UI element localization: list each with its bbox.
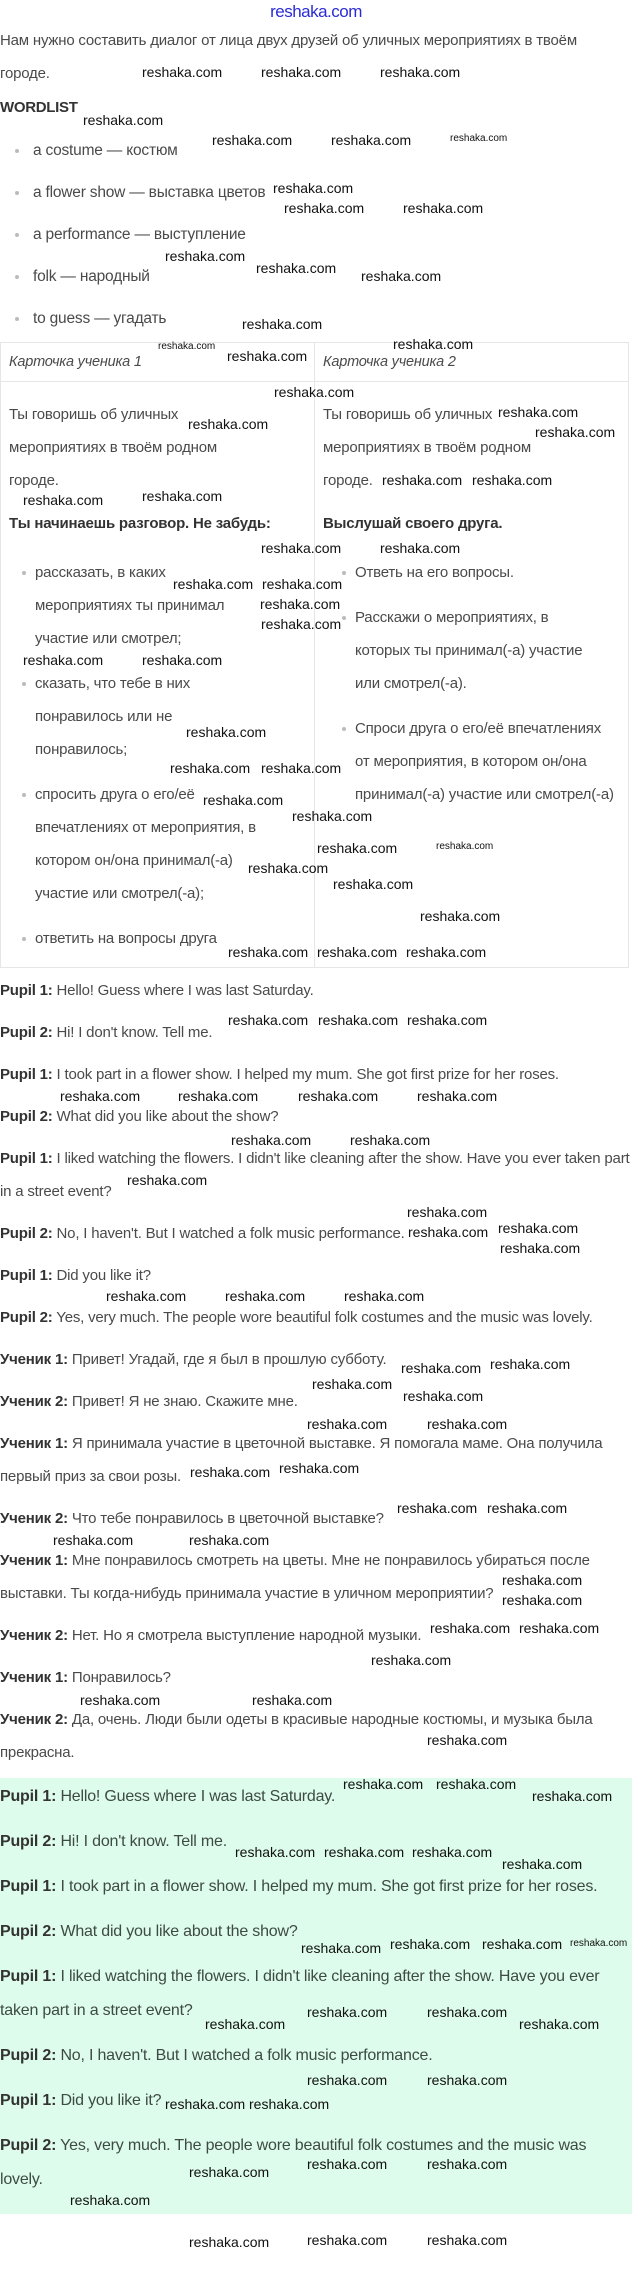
speaker-label: Pupil 2 bbox=[0, 2047, 52, 2064]
watermark: reshaka.com bbox=[403, 1388, 484, 1404]
speaker-colon: : bbox=[51, 2047, 57, 2064]
speaker-colon: : bbox=[51, 1878, 57, 1895]
watermark: reshaka.com bbox=[331, 132, 412, 148]
watermark: reshaka.com bbox=[60, 1088, 141, 1104]
watermark: reshaka.com bbox=[482, 1936, 563, 1952]
watermark: reshaka.com bbox=[502, 1592, 583, 1608]
dialog-text: What did you like about the show? bbox=[60, 1923, 298, 1940]
watermark: reshaka.com bbox=[343, 1776, 424, 1792]
watermark: reshaka.com bbox=[205, 2016, 286, 2032]
dialog-text: Привет! Угадай, где я был в прошлую субботу. bbox=[71, 1351, 387, 1368]
dialog-english-highlighted bbox=[0, 1780, 632, 2197]
watermark: reshaka.com bbox=[307, 2004, 388, 2020]
dialog-text: Hi! I don't know. Tell me. bbox=[56, 1024, 213, 1041]
watermark: reshaka.com bbox=[519, 1620, 600, 1636]
speaker-colon: : bbox=[63, 1393, 68, 1410]
card-text: Ты говоришь об уличных мероприятиях в твоём родном городе. bbox=[323, 406, 531, 489]
speaker-colon: : bbox=[47, 1225, 53, 1242]
dialog-text: No, I haven't. But I watched a folk music performance. bbox=[56, 1225, 405, 1242]
speaker-label: Pupil 1 bbox=[0, 1878, 52, 1895]
watermark: reshaka.com bbox=[142, 488, 223, 504]
dialog-text: Привет! Я не знаю. Скажите мне. bbox=[71, 1393, 298, 1410]
watermark: reshaka.com bbox=[502, 1572, 583, 1588]
dialog-text: Did you like it? bbox=[60, 2092, 162, 2109]
speaker-label: Pupil 1 bbox=[0, 2092, 52, 2109]
watermark: reshaka.com bbox=[170, 760, 251, 776]
watermark: reshaka.com bbox=[371, 1652, 452, 1668]
speaker-colon: : bbox=[63, 1627, 68, 1644]
speaker-colon: : bbox=[63, 1435, 68, 1452]
watermark: reshaka.com bbox=[252, 1692, 333, 1708]
speaker-label: Ученик 1 bbox=[0, 1351, 64, 1368]
dialog-text: Yes, very much. The people wore beautiful folk costumes and the music was lovely. bbox=[56, 1309, 593, 1326]
watermark: reshaka.com bbox=[249, 2096, 330, 2112]
watermark: reshaka.com bbox=[261, 540, 342, 556]
card-text: Ты говоришь об уличных мероприятиях в твоём родном городе. bbox=[9, 406, 217, 489]
watermark: reshaka.com bbox=[397, 1500, 478, 1516]
watermark: reshaka.com bbox=[427, 1732, 508, 1748]
speaker-label: Pupil 2 bbox=[0, 1225, 48, 1242]
watermark: reshaka.com bbox=[273, 180, 354, 196]
dialog-text: I took part in a flower show. I helped my mum. She got first prize for her roses. bbox=[56, 1066, 559, 1083]
watermark: reshaka.com bbox=[127, 1172, 208, 1188]
watermark: reshaka.com bbox=[298, 1088, 379, 1104]
speaker-label: Pupil 2 bbox=[0, 1833, 52, 1850]
watermark: reshaka.com bbox=[178, 1088, 259, 1104]
card-list-item: рассказать, в каких мероприятиях ты принимал участие или смотрел; bbox=[9, 556, 259, 655]
watermark: reshaka.com bbox=[228, 1012, 309, 1028]
watermark: reshaka.com bbox=[420, 908, 501, 924]
card-list-item: Спроси друга о его/её впечатлениях от мероприятия, в котором он/она принимал(-а) участие или смотрел(-а) bbox=[329, 712, 619, 811]
watermark: reshaka.com bbox=[427, 1416, 508, 1432]
watermark: reshaka.com bbox=[261, 616, 342, 632]
watermark: reshaka.com bbox=[274, 384, 355, 400]
speaker-colon: : bbox=[47, 1267, 53, 1284]
dialog-line bbox=[0, 1870, 632, 1904]
watermark: reshaka.com bbox=[235, 1844, 316, 1860]
watermark: reshaka.com bbox=[519, 2016, 600, 2032]
speaker-label: Pupil 1 bbox=[0, 1267, 48, 1284]
dialog-text: Да, очень. Люди были одеты в красивые народные костюмы, и музыка была прекрасна. bbox=[0, 1711, 593, 1761]
watermark: reshaka.com bbox=[450, 133, 508, 144]
watermark: reshaka.com bbox=[242, 316, 323, 332]
speaker-label: Ученик 1 bbox=[0, 1669, 64, 1686]
dialog-text: Hello! Guess where I was last Saturday. bbox=[60, 1788, 336, 1805]
watermark: reshaka.com bbox=[284, 200, 365, 216]
watermark: reshaka.com bbox=[393, 336, 474, 352]
watermark: reshaka.com bbox=[498, 1220, 579, 1236]
watermark: reshaka.com bbox=[403, 200, 484, 216]
watermark: reshaka.com bbox=[190, 1464, 271, 1480]
watermark: reshaka.com bbox=[262, 576, 343, 592]
watermark: reshaka.com bbox=[83, 112, 164, 128]
speaker-label: Ученик 2 bbox=[0, 1510, 64, 1527]
speaker-colon: : bbox=[63, 1351, 68, 1368]
watermark: reshaka.com bbox=[307, 2232, 388, 2248]
watermark: reshaka.com bbox=[361, 268, 442, 284]
dialog-line bbox=[0, 1661, 632, 1694]
watermark: reshaka.com bbox=[261, 64, 342, 80]
speaker-label: Pupil 1 bbox=[0, 1968, 52, 1985]
watermark: reshaka.com bbox=[408, 1224, 489, 1240]
watermark: reshaka.com bbox=[186, 724, 267, 740]
card-list-item: сказать, что тебе в них понравилось или не понравилось; bbox=[9, 667, 235, 766]
card-list-item: ответить на вопросы друга bbox=[9, 922, 259, 955]
card-list bbox=[323, 556, 619, 811]
speaker-label: Ученик 2 bbox=[0, 1627, 64, 1644]
watermark: reshaka.com bbox=[436, 1776, 517, 1792]
watermark: reshaka.com bbox=[189, 2234, 270, 2250]
watermark: reshaka.com bbox=[502, 1856, 583, 1872]
speaker-label: Pupil 1 bbox=[0, 1150, 48, 1167]
dialog-text: Понравилось? bbox=[71, 1669, 171, 1686]
watermark: reshaka.com bbox=[188, 416, 269, 432]
watermark: reshaka.com bbox=[570, 1938, 628, 1949]
speaker-colon: : bbox=[51, 1833, 57, 1850]
dialog-line bbox=[0, 1703, 632, 1769]
dialog-text: I liked watching the flowers. I didn't like cleaning after the show. Have you ever taken part in a street event? bbox=[0, 1150, 630, 1200]
watermark: reshaka.com bbox=[203, 792, 284, 808]
dialog-text: Hi! I don't know. Tell me. bbox=[60, 1833, 227, 1850]
dialog-text: No, I haven't. But I watched a folk music performance. bbox=[60, 2047, 433, 2064]
watermark: reshaka.com bbox=[231, 1132, 312, 1148]
watermark: reshaka.com bbox=[318, 1012, 399, 1028]
watermark: reshaka.com bbox=[261, 760, 342, 776]
speaker-colon: : bbox=[47, 982, 53, 999]
highlighted-answer-block bbox=[0, 1778, 632, 2214]
wordlist-item: to guess — угадать bbox=[0, 298, 632, 340]
site-logo[interactable]: reshaka.com bbox=[270, 2, 362, 21]
card-list-item: Ответь на его вопросы. bbox=[329, 556, 619, 589]
speaker-colon: : bbox=[63, 1711, 68, 1728]
watermark: reshaka.com bbox=[487, 1500, 568, 1516]
speaker-colon: : bbox=[63, 1669, 68, 1686]
dialog-line bbox=[0, 1301, 632, 1334]
watermark: reshaka.com bbox=[427, 2004, 508, 2020]
watermark: reshaka.com bbox=[228, 944, 309, 960]
watermark: reshaka.com bbox=[158, 341, 216, 352]
dialog-line bbox=[0, 1259, 632, 1292]
watermark: reshaka.com bbox=[380, 64, 461, 80]
watermark: reshaka.com bbox=[165, 2096, 246, 2112]
watermark: reshaka.com bbox=[333, 876, 414, 892]
watermark: reshaka.com bbox=[142, 652, 223, 668]
watermark: reshaka.com bbox=[380, 540, 461, 556]
watermark: reshaka.com bbox=[292, 808, 373, 824]
card-instruction: Ты начинаешь разговор. Не забудь: bbox=[9, 515, 271, 532]
watermark: reshaka.com bbox=[256, 260, 337, 276]
dialog-text: I took part in a flower show. I helped my mum. She got first prize for her roses. bbox=[60, 1878, 598, 1895]
speaker-label: Pupil 1 bbox=[0, 1066, 48, 1083]
watermark: reshaka.com bbox=[106, 1288, 187, 1304]
speaker-label: Pupil 2 bbox=[0, 1309, 48, 1326]
watermark: reshaka.com bbox=[279, 1460, 360, 1476]
watermark: reshaka.com bbox=[472, 472, 553, 488]
dialog-text: What did you like about the show? bbox=[56, 1108, 279, 1125]
speaker-colon: : bbox=[51, 1788, 57, 1805]
watermark: reshaka.com bbox=[173, 576, 254, 592]
speaker-label: Pupil 2 bbox=[0, 1024, 48, 1041]
watermark: reshaka.com bbox=[427, 2156, 508, 2172]
card-instruction: Выслушай своего друга. bbox=[323, 515, 503, 532]
wordlist-item: a performance — выступление bbox=[0, 214, 632, 256]
watermark: reshaka.com bbox=[301, 1940, 382, 1956]
speaker-label: Ученик 2 bbox=[0, 1393, 64, 1410]
watermark: reshaka.com bbox=[535, 424, 616, 440]
watermark: reshaka.com bbox=[212, 132, 293, 148]
watermark: reshaka.com bbox=[500, 1240, 581, 1256]
watermark: reshaka.com bbox=[260, 596, 341, 612]
watermark: reshaka.com bbox=[430, 1620, 511, 1636]
dialog-text: I liked watching the flowers. I didn't like cleaning after the show. Have you ever taken part in a street event? bbox=[0, 1968, 600, 2019]
watermark: reshaka.com bbox=[227, 348, 308, 364]
dialog-text: Yes, very much. The people wore beautiful folk costumes and the music was lovely. bbox=[0, 2137, 587, 2188]
dialog-text: Я принимала участие в цветочной выставке. Я помогала маме. Она получила первый приз за свои розы. bbox=[0, 1435, 603, 1485]
dialog-english bbox=[0, 968, 632, 1334]
watermark: reshaka.com bbox=[324, 1844, 405, 1860]
watermark: reshaka.com bbox=[312, 1376, 393, 1392]
speaker-label: Pupil 1 bbox=[0, 1788, 52, 1805]
speaker-colon: : bbox=[51, 2092, 57, 2109]
wordlist-title: WORDLIST bbox=[0, 99, 78, 116]
watermark: reshaka.com bbox=[307, 2156, 388, 2172]
speaker-colon: : bbox=[47, 1066, 53, 1083]
dialog-line bbox=[0, 1058, 632, 1091]
task-description: Нам нужно составить диалог от лица двух друзей об уличных мероприятиях в твоём городе. bbox=[0, 32, 577, 82]
speaker-colon: : bbox=[63, 1552, 68, 1569]
watermark: reshaka.com bbox=[344, 1288, 425, 1304]
watermark: reshaka.com bbox=[165, 248, 246, 264]
watermark: reshaka.com bbox=[248, 860, 329, 876]
card-list-item: Расскажи о мероприятиях, в которых ты принимал(-а) участие или смотрел(-а). bbox=[329, 601, 585, 700]
watermark: reshaka.com bbox=[490, 1356, 571, 1372]
card-list-item: спросить друга о его/её впечатлениях от мероприятия, в котором он/она принимал(-а) участие или смотрел(-а); bbox=[9, 778, 259, 910]
watermark: reshaka.com bbox=[382, 472, 463, 488]
watermark: reshaka.com bbox=[23, 652, 104, 668]
wordlist-item: a flower show — выставка цветов bbox=[0, 172, 632, 214]
watermark: reshaka.com bbox=[350, 1132, 431, 1148]
speaker-label: Ученик 1 bbox=[0, 1552, 64, 1569]
watermark: reshaka.com bbox=[436, 841, 494, 852]
speaker-colon: : bbox=[47, 1024, 53, 1041]
watermark: reshaka.com bbox=[142, 64, 223, 80]
watermark: reshaka.com bbox=[406, 944, 487, 960]
speaker-colon: : bbox=[63, 1510, 68, 1527]
speaker-label: Pupil 2 bbox=[0, 2137, 52, 2154]
watermark: reshaka.com bbox=[317, 840, 398, 856]
dialog-line bbox=[0, 974, 632, 1007]
wordlist bbox=[0, 130, 632, 340]
watermark: reshaka.com bbox=[417, 1088, 498, 1104]
watermark: reshaka.com bbox=[498, 404, 579, 420]
card-title: Карточка ученика 1 bbox=[9, 354, 142, 370]
watermark: reshaka.com bbox=[317, 944, 398, 960]
speaker-colon: : bbox=[51, 1968, 57, 1985]
dialog-line bbox=[0, 1825, 632, 1859]
card-1 bbox=[1, 382, 315, 968]
watermark: reshaka.com bbox=[401, 1360, 482, 1376]
watermark: reshaka.com bbox=[407, 1012, 488, 1028]
dialog-text: Мне понравилось смотреть на цветы. Мне не понравилось убираться после выставки. Ты когда-нибудь принимала участие в уличном мероприятии? bbox=[0, 1552, 590, 1602]
dialog-text: Did you like it? bbox=[56, 1267, 151, 1284]
speaker-colon: : bbox=[51, 1923, 57, 1940]
dialog-line bbox=[0, 1142, 632, 1208]
watermark: reshaka.com bbox=[307, 1416, 388, 1432]
watermark: reshaka.com bbox=[53, 1532, 134, 1548]
card-list bbox=[9, 556, 259, 955]
watermark: reshaka.com bbox=[390, 1936, 471, 1952]
watermark: reshaka.com bbox=[427, 2232, 508, 2248]
speaker-label: Pupil 1 bbox=[0, 982, 48, 999]
speaker-label: Ученик 2 bbox=[0, 1711, 64, 1728]
card-title: Карточка ученика 2 bbox=[323, 354, 456, 370]
watermark: reshaka.com bbox=[407, 1204, 488, 1220]
speaker-label: Pupil 2 bbox=[0, 1923, 52, 1940]
dialog-line bbox=[0, 2039, 632, 2073]
speaker-colon: : bbox=[47, 1108, 53, 1125]
watermark: reshaka.com bbox=[307, 2072, 388, 2088]
speaker-colon: : bbox=[47, 1309, 53, 1326]
watermark: reshaka.com bbox=[412, 1844, 493, 1860]
watermark: reshaka.com bbox=[427, 2072, 508, 2088]
watermark: reshaka.com bbox=[70, 2192, 151, 2208]
watermark: reshaka.com bbox=[225, 1288, 306, 1304]
watermark: reshaka.com bbox=[532, 1788, 613, 1804]
dialog-text: Hello! Guess where I was last Saturday. bbox=[56, 982, 314, 999]
speaker-colon: : bbox=[47, 1150, 53, 1167]
dialog-text: Нет. Но я смотрела выступление народной музыки. bbox=[71, 1627, 422, 1644]
watermark: reshaka.com bbox=[23, 492, 104, 508]
watermark: reshaka.com bbox=[189, 1532, 270, 1548]
dialog-text: Что тебе понравилось в цветочной выставке? bbox=[71, 1510, 384, 1527]
dialog-line bbox=[0, 1100, 632, 1133]
speaker-label: Pupil 2 bbox=[0, 1108, 48, 1125]
watermark: reshaka.com bbox=[189, 2164, 270, 2180]
dialog-line bbox=[0, 1016, 632, 1049]
wordlist-item: a costume — костюм bbox=[0, 130, 632, 172]
wordlist-item: folk — народный bbox=[0, 256, 632, 298]
speaker-colon: : bbox=[51, 2137, 57, 2154]
speaker-label: Ученик 1 bbox=[0, 1435, 64, 1452]
watermark: reshaka.com bbox=[80, 1692, 161, 1708]
